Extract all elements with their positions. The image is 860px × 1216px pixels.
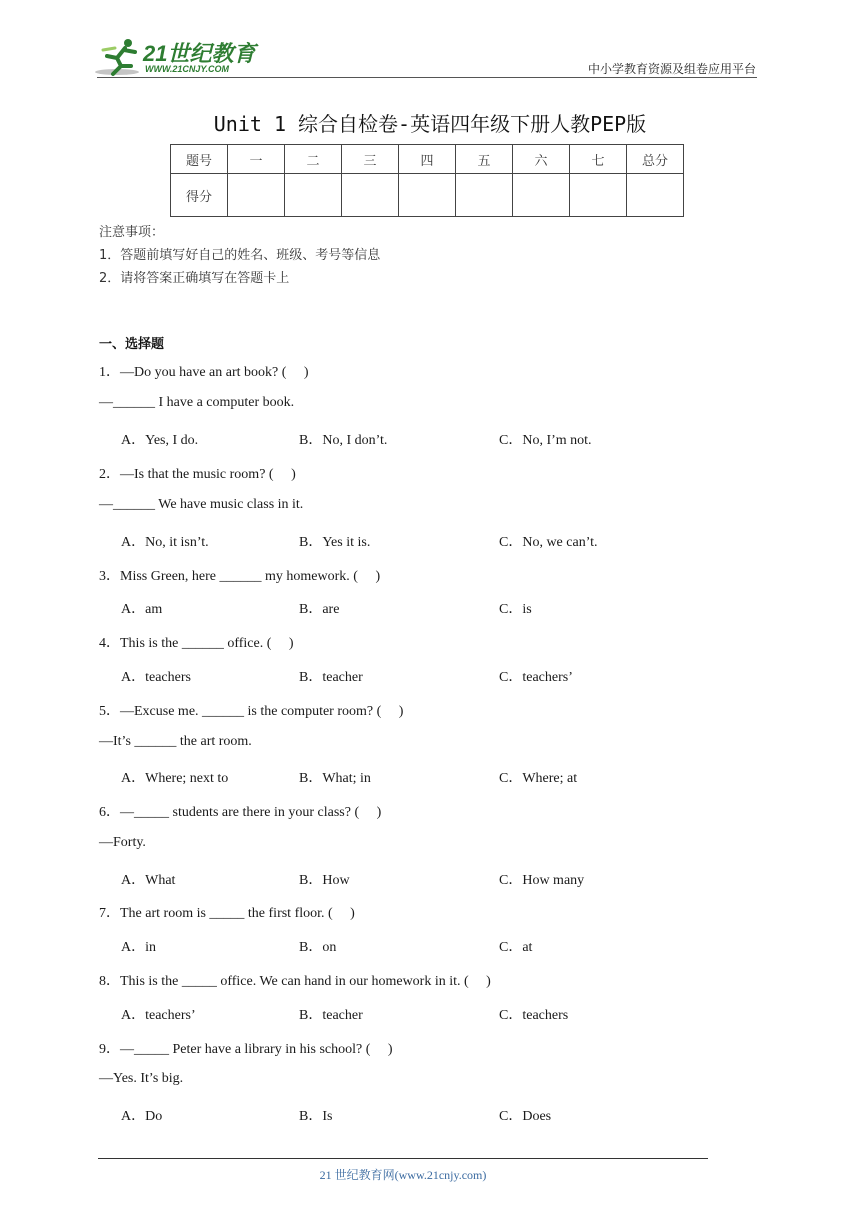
score-cell[interactable] xyxy=(570,174,627,217)
table-cell: 题号 xyxy=(171,145,228,174)
question-7-option-b[interactable]: B．on xyxy=(299,940,337,955)
question-5-text: 5．—Excuse me. ______ is the computer room? ( ) xyxy=(99,704,404,719)
question-8-text: 8．This is the _____ office. We can hand in our homework in it. ( ) xyxy=(99,974,491,989)
question-1-option-c[interactable]: C．No, I’m not. xyxy=(499,433,592,448)
question-9-option-b[interactable]: B．Is xyxy=(299,1109,333,1124)
question-5-answer-line: —It’s ______ the art room. xyxy=(99,734,252,749)
score-table-header-row xyxy=(171,145,684,174)
note-item: 1．答题前填写好自己的姓名、班级、考号等信息 xyxy=(99,248,381,263)
question-6-text: 6．—_____ students are there in your class? ( ) xyxy=(99,805,382,820)
question-6-option-b[interactable]: B．How xyxy=(299,873,350,888)
score-cell[interactable] xyxy=(342,174,399,217)
header-divider xyxy=(97,77,757,78)
question-1-option-b[interactable]: B．No, I don’t. xyxy=(299,433,388,448)
footer-divider xyxy=(98,1158,708,1159)
page-title: Unit 1 综合自检卷-英语四年级下册人教PEP版 xyxy=(213,112,647,136)
question-6-answer-line: —Forty. xyxy=(99,835,146,850)
question-4-option-b[interactable]: B．teacher xyxy=(299,670,363,685)
table-cell: 三 xyxy=(342,145,399,174)
table-cell: 得分 xyxy=(171,174,228,217)
table-cell: 二 xyxy=(285,145,342,174)
question-3-option-b[interactable]: B．are xyxy=(299,602,340,617)
score-cell[interactable] xyxy=(627,174,684,217)
question-2-text: 2．—Is that the music room? ( ) xyxy=(99,467,296,482)
question-9-option-a[interactable]: A．Do xyxy=(121,1109,163,1124)
question-9-text: 9．—_____ Peter have a library in his school? ( ) xyxy=(99,1042,393,1057)
question-8-option-a[interactable]: A．teachers’ xyxy=(121,1008,196,1023)
question-1-text: 1．—Do you have an art book? ( ) xyxy=(99,365,309,380)
table-cell: 七 xyxy=(570,145,627,174)
table-cell: 五 xyxy=(456,145,513,174)
question-5-option-a[interactable]: A．Where; next to xyxy=(121,771,229,786)
question-2-option-c[interactable]: C．No, we can’t. xyxy=(499,535,598,550)
notes xyxy=(99,221,380,290)
question-9-answer-line: —Yes. It’s big. xyxy=(99,1071,184,1086)
score-cell[interactable] xyxy=(456,174,513,217)
footer-link[interactable]: 21 世纪教育网(www.21cnjy.com) xyxy=(319,1168,487,1182)
section-title: 一、选择题 xyxy=(99,337,165,352)
question-8-option-c[interactable]: C．teachers xyxy=(499,1008,569,1023)
question-3-option-c[interactable]: C．is xyxy=(499,602,532,617)
score-cell[interactable] xyxy=(513,174,570,217)
score-table-score-row xyxy=(171,174,684,217)
question-7-option-a[interactable]: A．in xyxy=(121,940,156,955)
score-cell[interactable] xyxy=(285,174,342,217)
note-item: 2．请将答案正确填写在答题卡上 xyxy=(99,271,290,286)
score-table xyxy=(170,144,684,217)
question-4-text: 4．This is the ______ office. ( ) xyxy=(99,636,294,651)
logo-subtext: WWW.21CNJY.COM xyxy=(145,64,230,74)
score-cell[interactable] xyxy=(399,174,456,217)
question-6-option-a[interactable]: A．What xyxy=(121,873,176,888)
question-1-option-a[interactable]: A．Yes, I do. xyxy=(121,433,199,448)
question-5-option-b[interactable]: B．What; in xyxy=(299,771,371,786)
question-1-answer-line: —______ I have a computer book. xyxy=(99,395,295,410)
question-7-option-c[interactable]: C．at xyxy=(499,940,533,955)
question-7-text: 7．The art room is _____ the first floor. ( ) xyxy=(99,906,355,921)
question-8-option-b[interactable]: B．teacher xyxy=(299,1008,363,1023)
question-4-option-c[interactable]: C．teachers’ xyxy=(499,670,573,685)
question-2-option-b[interactable]: B．Yes it is. xyxy=(299,535,371,550)
notes-heading: 注意事项： xyxy=(99,225,165,240)
logo-text: 21世纪教育 xyxy=(143,41,256,66)
table-cell: 六 xyxy=(513,145,570,174)
table-cell: 总分 xyxy=(627,145,684,174)
question-9-option-c[interactable]: C．Does xyxy=(499,1109,552,1124)
question-4-option-a[interactable]: A．teachers xyxy=(121,670,191,685)
question-2-option-a[interactable]: A．No, it isn’t. xyxy=(121,535,209,550)
question-5-option-c[interactable]: C．Where; at xyxy=(499,771,578,786)
header-platform-text: 中小学教育资源及组卷应用平台 xyxy=(587,62,756,76)
question-2-answer-line: —______ We have music class in it. xyxy=(99,497,304,512)
score-cell[interactable] xyxy=(228,174,285,217)
question-3-option-a[interactable]: A．am xyxy=(121,602,163,617)
question-3-text: 3．Miss Green, here ______ my homework. ( ) xyxy=(99,569,381,584)
question-6-option-c[interactable]: C．How many xyxy=(499,873,585,888)
table-cell: 一 xyxy=(228,145,285,174)
table-cell: 四 xyxy=(399,145,456,174)
